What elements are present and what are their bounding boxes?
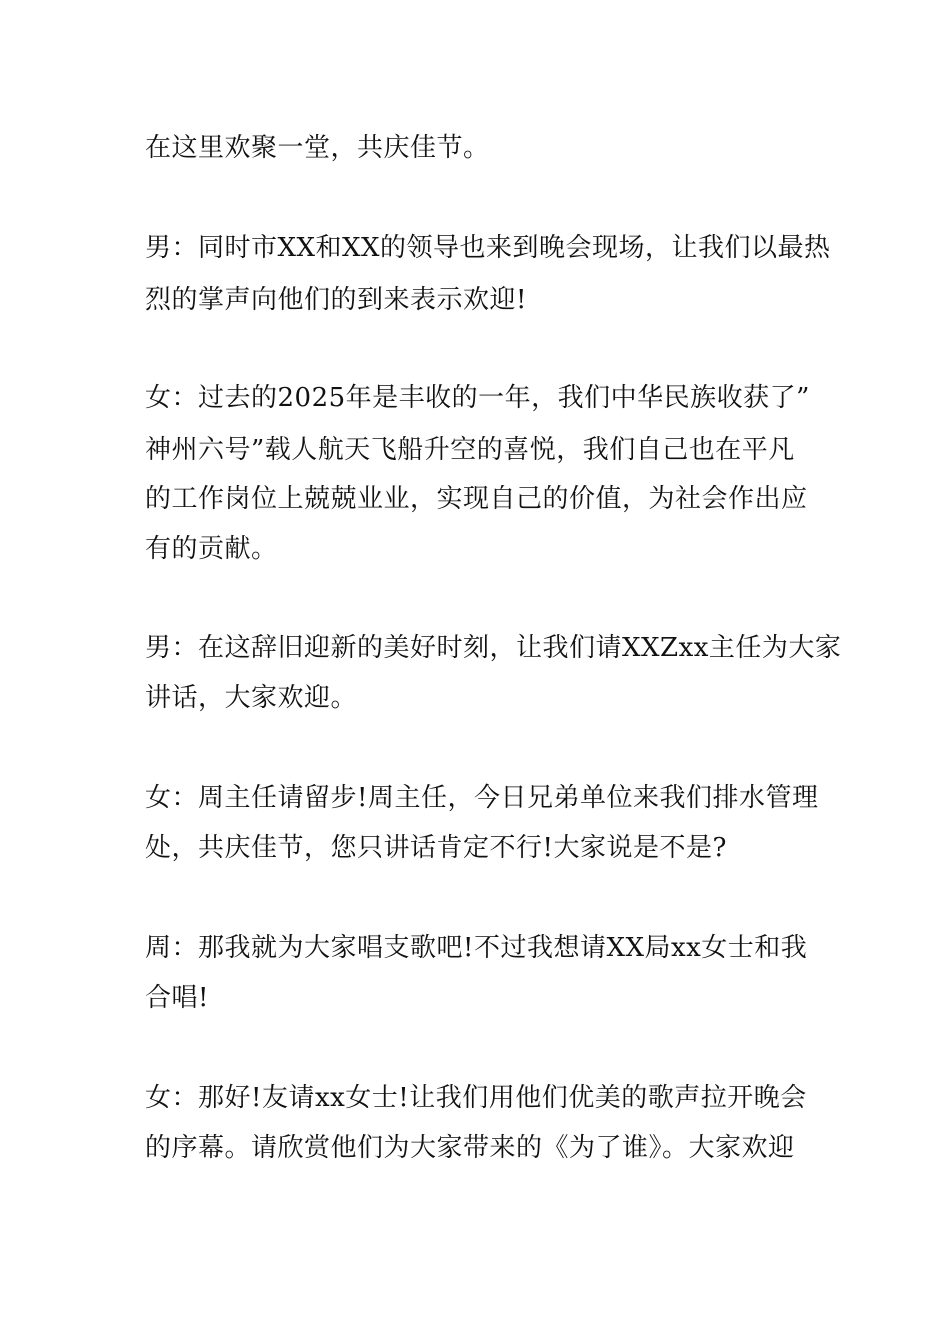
paragraph-3-line-3: 的工作岗位上兢兢业业，实现自己的价值，为社会作出应 xyxy=(145,484,808,514)
paragraph-4-line-1: 男：在这辞旧迎新的美好时刻，让我们请XXZxx主任为大家 xyxy=(145,633,842,663)
paragraph-6-line-2: 合唱! xyxy=(145,983,209,1013)
paragraph-3-line-4: 有的贡献。 xyxy=(145,534,278,564)
paragraph-3-line-1: 女：过去的2025年是丰收的一年，我们中华民族收获了” xyxy=(145,383,810,413)
paragraph-1-line-1: 在这里欢聚一堂，共庆佳节。 xyxy=(145,133,490,163)
paragraph-5-line-1: 女：周主任请留步!周主任，今日兄弟单位来我们排水管理 xyxy=(145,783,819,813)
paragraph-2-line-1: 男：同时市XX和XX的领导也来到晚会现场，让我们以最热 xyxy=(145,233,831,263)
paragraph-2-line-2: 烈的掌声向他们的到来表示欢迎! xyxy=(145,285,527,315)
paragraph-5-line-2: 处，共庆佳节，您只讲话肯定不行!大家说是不是? xyxy=(145,833,727,863)
paragraph-7-line-1: 女：那好!友请xx女士!让我们用他们优美的歌声拉开晚会 xyxy=(145,1083,807,1113)
paragraph-3-line-2: 神州六号”载人航天飞船升空的喜悦，我们自己也在平凡 xyxy=(145,435,795,465)
paragraph-7-line-2: 的序幕。请欣赏他们为大家带来的《为了谁》。大家欢迎 xyxy=(145,1133,795,1163)
paragraph-6-line-1: 周：那我就为大家唱支歌吧!不过我想请XX局xx女士和我 xyxy=(145,933,808,963)
paragraph-4-line-2: 讲话，大家欢迎。 xyxy=(145,683,358,713)
